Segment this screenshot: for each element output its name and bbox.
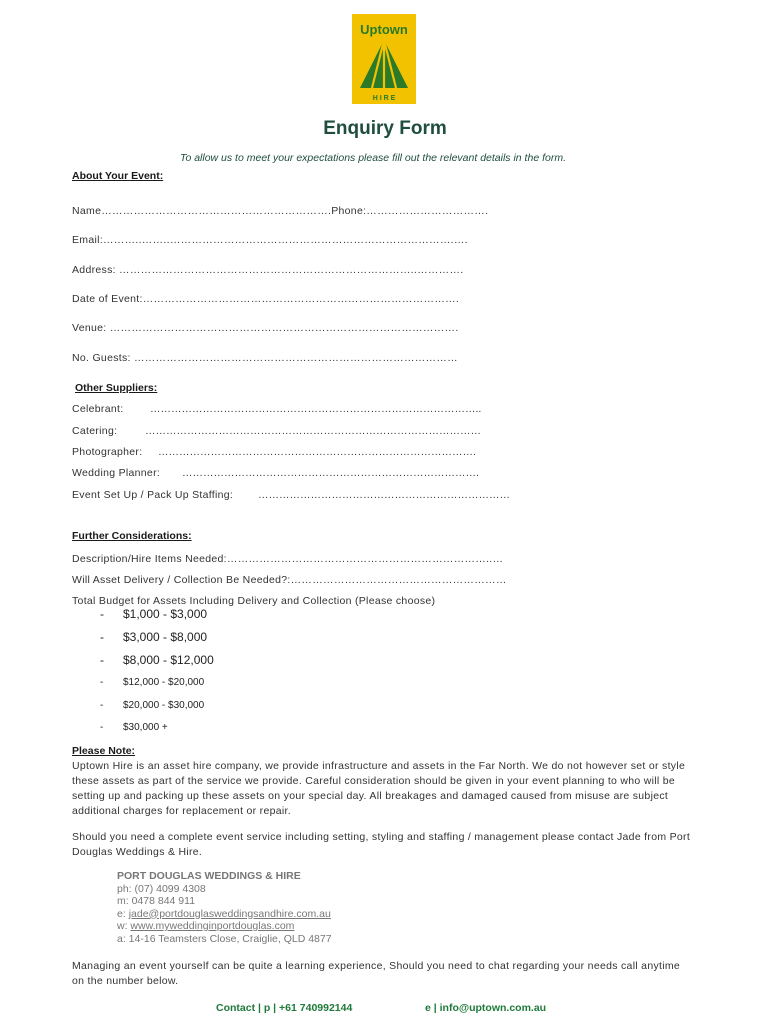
contact-name: PORT DOUGLAS WEDDINGS & HIRE [117,870,301,882]
email-field[interactable]: Email:………..……..…………………………………………………………………….…. [72,234,468,246]
email-prefix: e: [117,907,129,920]
address-field[interactable]: Address: ………………………………………………………………………..…………. [72,264,464,276]
contact-address: a: 14-16 Teamsters Close, Craiglie, QLD 4877 [117,932,332,945]
budget-option[interactable] [100,607,207,621]
budget-bullet: - [100,677,104,688]
budget-bullet: - [100,722,104,733]
celebrant-label: Celebrant: [72,403,124,415]
budget-bullet: - [100,700,104,711]
contact-web-link[interactable]: www.myweddinginportdouglas.com [130,920,295,932]
uptown-hire-logo [352,14,416,104]
delivery-field[interactable]: Will Asset Delivery / Collection Be Needed?:…………………………………………………… [72,574,507,586]
name-phone-field[interactable]: Name……………………………………………………….Phone:……………………………. [72,205,489,217]
photographer-field[interactable]: ………………………………………………………………………………. [158,446,476,458]
footer-contact: Contact | p | +61 740992144 [216,1002,353,1014]
budget-question: Total Budget for Assets Including Delivery and Collection (Please choose) [72,595,436,607]
logo-bottom-text: H I R E [372,95,396,102]
budget-option-label: $1,000 - $3,000 [123,607,208,621]
date-of-event-field[interactable]: Date of Event:……………………………………………………………………………. [72,293,460,305]
staffing-label: Event Set Up / Pack Up Staffing: [72,489,234,501]
staffing-field[interactable]: ……………………………………………………………… [258,489,510,501]
about-heading: About Your Event: [72,170,164,182]
contact-phone: ph: (07) 4099 4308 [117,882,206,895]
budget-option-label: $8,000 - $12,000 [123,653,214,667]
budget-option-label: $3,000 - $8,000 [123,630,208,644]
contact-mobile: m: 0478 844 911 [117,895,196,907]
contact-block [117,870,332,945]
wedding-planner-label: Wedding Planner: [72,467,161,479]
logo-top-text: Uptown [360,22,408,37]
contact-email-row [117,908,332,921]
catering-label: Catering: [72,425,118,437]
note-paragraph: Uptown Hire is an asset hire company, we provide infrastructure and assets in the Far North. We do not however set or style these assets as part of the service we provide. Careful consideration should be given in your event planning to who will be setting up and packing up these assets on your special day. All breakages and damaged caused from misuse are subject additional charges for replacement or repair. [72,760,686,817]
budget-option[interactable] [100,677,204,688]
budget-bullet: - [100,630,104,644]
footer-email[interactable]: e | info@uptown.com.au [425,1002,547,1014]
note-heading: Please Note: [72,745,136,757]
celebrant-field[interactable]: ………………………………………………………………………………….. [150,403,482,415]
wedding-planner-field[interactable]: …………………………………………………………………………. [182,467,479,479]
further-heading: Further Considerations: [72,530,192,542]
suppliers-heading: Other Suppliers: [75,382,158,394]
contact-email-link[interactable]: jade@portdouglasweddingsandhire.com.au [128,907,331,920]
budget-option-label: $20,000 - $30,000 [123,700,205,711]
budget-option-label: $30,000 + [123,722,168,733]
budget-bullet: - [100,607,104,621]
budget-option[interactable] [100,653,214,667]
budget-option[interactable] [100,722,168,733]
budget-option-label: $12,000 - $20,000 [123,677,205,688]
service-paragraph: Should you need a complete event service including setting, styling and staffing / management please contact Jade from Port Douglas Weddings & Hire. [72,831,691,858]
page-title: Enquiry Form [323,118,447,139]
budget-option[interactable] [100,700,204,711]
budget-bullet: - [100,653,104,667]
web-prefix: w: [117,920,131,932]
budget-option[interactable] [100,630,207,644]
closing-paragraph: Managing an event yourself can be quite a learning experience, Should you need to chat regarding your needs call anytime on the number below. [72,960,681,987]
venue-field[interactable]: Venue: ……………………………………………………………………………………. [72,322,459,334]
intro-text: To allow us to meet your expectations please fill out the relevant details in the form. [180,152,566,164]
photographer-label: Photographer: [72,446,143,458]
description-field[interactable]: Description/Hire Items Needed:………………………………………………………………..… [72,553,504,565]
contact-web-row [117,920,332,933]
catering-field[interactable]: …………………………………………………………………………………… [145,425,481,437]
guests-field[interactable]: No. Guests: ……………………………………………………………………………… [72,352,458,364]
